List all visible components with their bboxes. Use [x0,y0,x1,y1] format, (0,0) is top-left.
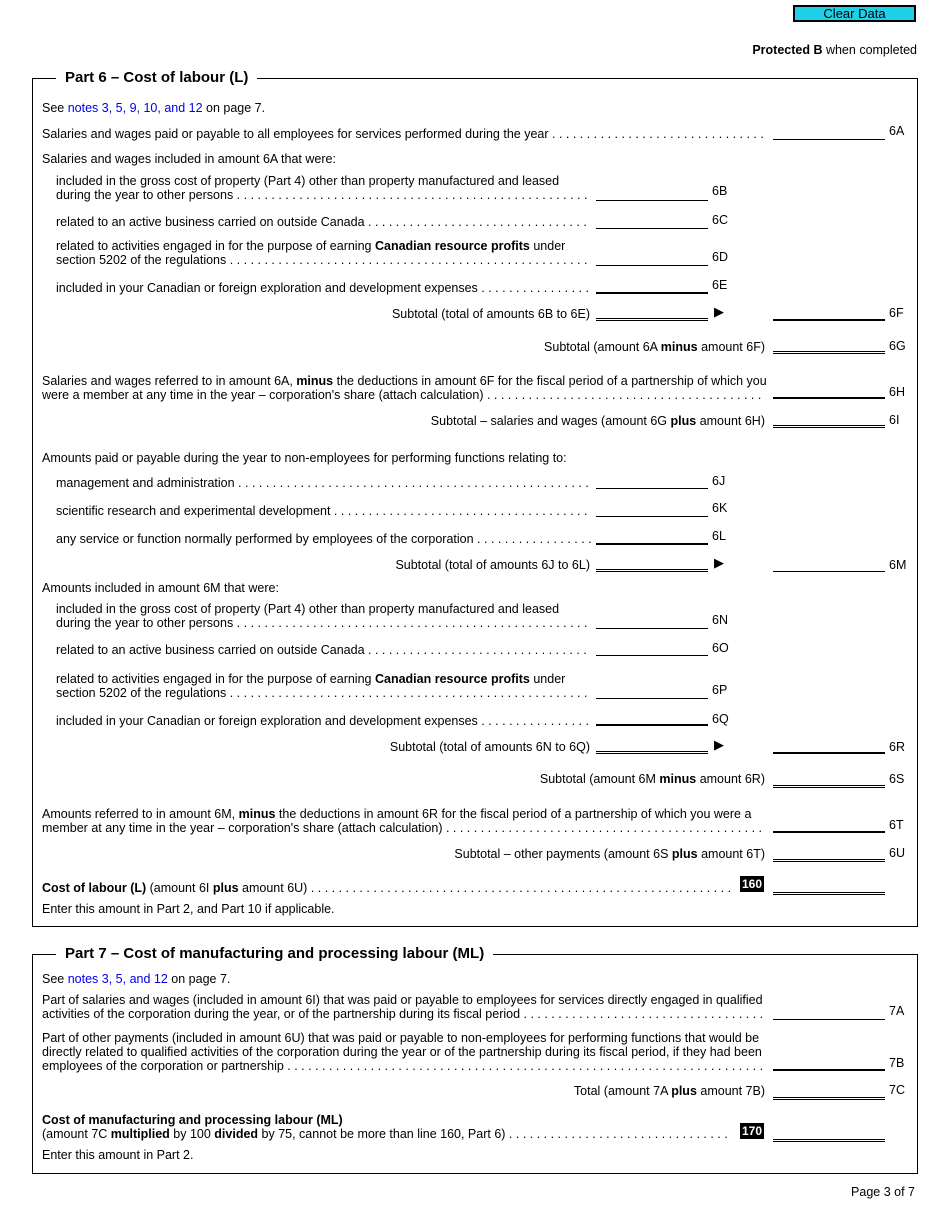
part6-see-notes [42,101,265,115]
line-6j-label: management and administration . . . [56,476,591,490]
protected-b-label: Protected B [752,43,823,57]
line-6t-label-2: member at any time in the year – corporation's share (attach calculation) . . . [42,821,765,835]
field-6t[interactable] [773,831,885,833]
code-6r: 6R [889,740,905,754]
code-6q: 6Q [712,712,729,726]
line-6r-label: Subtotal (total of amounts 6N to 6Q) [389,740,590,754]
code-6e: 6E [712,278,728,292]
line-number-170: 170 [742,1124,763,1138]
line-6k-label: scientific research and experimental development . . . [56,504,591,518]
line-6a-label: Salaries and wages paid or payable to all employees for services performed during the year . . . [42,127,765,141]
line-number-160: 160 [742,877,763,891]
code-6j: 6J [712,474,726,488]
clear-data-button[interactable]: Clear Data [793,5,916,22]
field-6a[interactable] [773,139,885,140]
code-6o: 6O [712,641,729,655]
code-6p: 6P [712,683,728,697]
code-6h: 6H [889,385,905,399]
code-6b: 6B [712,184,728,198]
line-6c-label: related to an active business carried on outside Canada . . . [56,215,591,229]
field-6r[interactable] [773,752,885,754]
line-7c-label: Total (amount 7A plus amount 7B) [573,1084,765,1098]
field-6o[interactable] [596,655,708,656]
part7-title: Part 7 – Cost of manufacturing and processing labour (ML) [56,945,493,962]
field-7c[interactable] [773,1097,885,1100]
line-6g-label: Subtotal (amount 6A minus amount 6F) [544,340,765,354]
code-6g: 6G [889,339,906,353]
code-7a: 7A [889,1004,905,1018]
arrow-right-icon: ▶ [714,304,724,319]
field-6n[interactable] [596,628,708,629]
see-prefix: See [42,101,68,115]
line-6d-label-2: section 5202 of the regulations . . . [56,253,591,267]
see-suffix: on page 7. [167,972,231,986]
line-6l-label: any service or function normally performed by employees of the corporation . . . [56,532,591,546]
field-6j[interactable] [596,488,708,489]
code-6m: 6M [889,558,907,572]
code-6c: 6C [712,213,728,227]
code-6s: 6S [889,772,905,786]
field-6q[interactable] [596,724,708,726]
code-6f: 6F [889,306,904,320]
field-6i[interactable] [773,425,885,428]
line-7b-label-1: Part of other payments (included in amount 6U) that was paid or payable to non-employees for performing functions that would be [42,1031,760,1045]
field-6m-sub[interactable] [596,569,708,572]
part6-section [32,78,918,927]
line-6f-label: Subtotal (total of amounts 6B to 6E) [391,307,590,321]
part7-enter-note: Enter this amount in Part 2. [42,1148,194,1162]
line-160-label: Cost of labour (L) (amount 6I plus amount 6U) . . . [42,881,732,895]
code-6a: 6A [889,124,905,138]
field-6c[interactable] [596,228,708,229]
field-6u[interactable] [773,859,885,862]
line-6m-label: Subtotal (total of amounts 6J to 6L) [395,558,590,572]
field-6e[interactable] [596,292,708,294]
part7-notes-link[interactable]: notes 3, 5, and 12 [67,972,168,986]
field-6g[interactable] [773,351,885,354]
field-6f[interactable] [773,319,885,321]
protected-b-notice [752,43,917,57]
code-7c: 7C [889,1083,905,1097]
line-6d-label-1: related to activities engaged in for the purpose of earning Canadian resource profits under [56,239,566,253]
field-6d[interactable] [596,265,708,266]
arrow-right-icon: ▶ [714,737,724,752]
field-6p[interactable] [596,698,708,699]
field-170[interactable] [773,1139,885,1142]
protected-b-suffix: when completed [822,43,917,57]
code-6n: 6N [712,613,728,627]
line-6u-label: Subtotal – other payments (amount 6S plus amount 6T) [454,847,765,861]
code-6i: 6I [889,413,900,427]
field-6s[interactable] [773,785,885,788]
intro-6a: Salaries and wages included in amount 6A that were: [42,152,336,166]
line-6e-label: included in your Canadian or foreign exploration and development expenses . . . [56,281,591,295]
line-6n-label-2: during the year to other persons . . . [56,616,591,630]
line-7b-label-2: directly related to qualified activities of the corporation during the year or of the partnership during its fiscal period, if they had been [42,1045,762,1059]
part7-see-notes [42,972,230,986]
line-7b-label-3: employees of the corporation or partnership . . . [42,1059,765,1073]
line-7a-label-2: activities of the corporation during the year, or of the partnership during its fiscal period . . . [42,1007,765,1021]
line-6t-label-1: Amounts referred to in amount 6M, minus the deductions in amount 6R for the fiscal period of a partnership of which you were a [42,807,752,821]
field-160[interactable] [773,892,885,895]
part6-title: Part 6 – Cost of labour (L) [56,69,257,86]
code-6d: 6D [712,250,728,264]
field-6m[interactable] [773,571,885,572]
see-prefix: See [42,972,68,986]
line-6b-label-1: included in the gross cost of property (Part 4) other than property manufactured and leased [56,174,560,188]
field-6h[interactable] [773,397,885,399]
field-7a[interactable] [773,1019,885,1020]
line-170-title: Cost of manufacturing and processing labour (ML) [42,1113,343,1127]
intro-6m: Amounts included in amount 6M that were: [42,581,279,595]
line-6p-label-1: related to activities engaged in for the purpose of earning Canadian resource profits under [56,672,566,686]
see-suffix: on page 7. [202,101,266,115]
code-6l: 6L [712,529,726,543]
field-6r-sub[interactable] [596,751,708,754]
line-6h-label-1: Salaries and wages referred to in amount 6A, minus the deductions in amount 6F for the fiscal period of a partnership of which you [42,374,767,388]
field-7b[interactable] [773,1069,885,1071]
field-6k[interactable] [596,516,708,517]
field-6l[interactable] [596,543,708,545]
part6-enter-note: Enter this amount in Part 2, and Part 10 if applicable. [42,902,335,916]
code-6k: 6K [712,501,728,515]
line-7a-label-1: Part of salaries and wages (included in amount 6I) that was paid or payable to employees for services directly engaged in qualified [42,993,763,1007]
code-6t: 6T [889,818,904,832]
code-6u: 6U [889,846,905,860]
part6-notes-link[interactable]: notes 3, 5, 9, 10, and 12 [67,101,203,115]
line-6p-label-2: section 5202 of the regulations . . . [56,686,591,700]
line-6b-label-2: during the year to other persons . . . [56,188,591,202]
line-6h-label-2: were a member at any time in the year – corporation's share (attach calculation) . . . [42,388,765,402]
intro-6j: Amounts paid or payable during the year to non-employees for performing functions relating to: [42,451,567,465]
line-6i-label: Subtotal – salaries and wages (amount 6G plus amount 6H) [430,414,765,428]
line-6o-label: related to an active business carried on outside Canada . . . [56,643,591,657]
field-6b[interactable] [596,200,708,201]
line-6n-label-1: included in the gross cost of property (Part 4) other than property manufactured and leased [56,602,560,616]
field-6f-sub[interactable] [596,318,708,321]
code-7b: 7B [889,1056,905,1070]
line-170-label: (amount 7C multiplied by 100 divided by 75, cannot be more than line 160, Part 6) . . . [42,1127,732,1141]
page-number: Page 3 of 7 [851,1185,915,1199]
arrow-right-icon: ▶ [714,555,724,570]
line-6s-label: Subtotal (amount 6M minus amount 6R) [539,772,765,786]
line-6q-label: included in your Canadian or foreign exploration and development expenses . . . [56,714,591,728]
